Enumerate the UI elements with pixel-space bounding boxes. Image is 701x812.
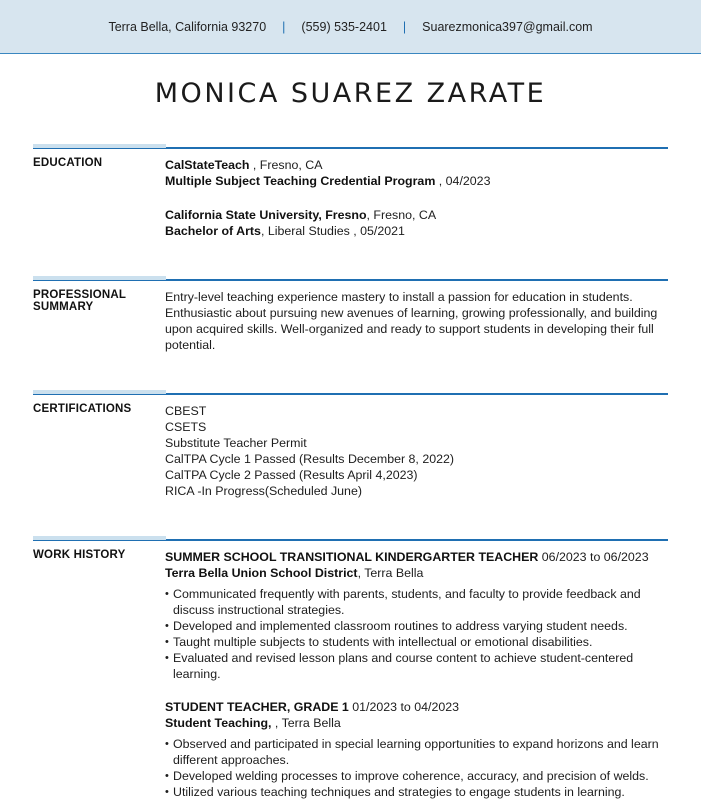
school-location: , Fresno, CA (249, 158, 323, 172)
section-accent-underline (33, 540, 166, 541)
contact-separator: | (282, 19, 286, 34)
job-bullets (165, 736, 668, 800)
job-place: , Terra Bella (271, 716, 341, 730)
certification-item: RICA -In Progress(Scheduled June) (165, 484, 362, 498)
section-title: CERTIFICATIONS (33, 403, 132, 415)
job-dates: 06/2023 to 06/2023 (538, 550, 649, 564)
job-role: SUMMER SCHOOL TRANSITIONAL KINDERGARTER TEACHER (165, 550, 539, 564)
work-history-body (165, 549, 668, 800)
section-rule (166, 279, 668, 281)
school-name: CalStateTeach (165, 158, 250, 172)
job-bullet: • Utilized various teaching techniques and strategies to engage students in learning. (165, 784, 668, 800)
job-role: STUDENT TEACHER, GRADE 1 (165, 700, 349, 714)
job-employer: Terra Bella Union School District (165, 566, 358, 580)
job-bullet: • Observed and participated in special learning opportunities to expand horizons and learn different approaches. (165, 736, 668, 768)
education-entry (165, 157, 668, 189)
contact-separator: | (402, 19, 407, 34)
contact-address: Terra Bella, California 93270 (108, 19, 267, 34)
section-title: EDUCATION (33, 157, 103, 169)
certifications-list (165, 403, 668, 499)
contact-bar (0, 0, 701, 54)
certification-item: Substitute Teacher Permit (165, 436, 307, 450)
job-bullet: • Evaluated and revised lesson plans and course content to achieve student-centered learning. (165, 650, 668, 682)
job-bullet: • Developed welding processes to improve coherence, accuracy, and precision of welds. (165, 768, 668, 784)
section-accent-underline (33, 280, 166, 281)
section-rule (166, 147, 668, 149)
degree-detail: , Liberal Studies , 05/2021 (260, 224, 405, 238)
contact-phone: (559) 535-2401 (301, 19, 387, 34)
section-accent-underline (33, 148, 166, 149)
job-employer: Student Teaching, (165, 716, 272, 730)
degree-detail: , 04/2023 (435, 174, 491, 188)
degree-name: Multiple Subject Teaching Credential Program (165, 174, 436, 188)
section-rule (166, 539, 668, 541)
education-entry (165, 207, 668, 239)
school-location: , Fresno, CA (366, 208, 437, 222)
section-rule (166, 393, 668, 395)
job-place: , Terra Bella (357, 566, 424, 580)
school-name: California State University, Fresno (165, 208, 367, 222)
certification-item: CalTPA Cycle 2 Passed (Results April 4,2023) (165, 468, 418, 482)
job-bullets (165, 586, 668, 682)
job-bullet: • Developed and implemented classroom routines to address varying student needs. (165, 618, 668, 634)
job-bullet: • Taught multiple subjects to students with intellectual or emotional disabilities. (165, 634, 668, 650)
section-accent-underline (33, 394, 166, 395)
certification-item: CalTPA Cycle 1 Passed (Results December 8, 2022) (165, 452, 455, 466)
certification-item: CSETS (165, 420, 207, 434)
certification-item: CBEST (165, 404, 207, 418)
job-dates: 01/2023 to 04/2023 (348, 700, 460, 714)
summary-text: Entry-level teaching experience mastery to install a passion for education in students. Enthusiastic about pursuing new avenues of learning, growing professionally, and building upon acquired skills. Well-organized and ready to support students in developing their full potential. (165, 290, 658, 352)
education-body (165, 157, 668, 239)
job-entry (165, 699, 668, 800)
degree-name: Bachelor of Arts (165, 224, 261, 238)
job-entry (165, 549, 668, 682)
job-bullet: • Communicated frequently with parents, students, and faculty to provide feedback and discuss instructional strategies. (165, 586, 668, 618)
section-title: PROFESSIONAL SUMMARY (33, 289, 126, 313)
candidate-name: MONICA SUAREZ ZARATE (154, 78, 547, 109)
contact-email[interactable]: Suarezmonica397@gmail.com (422, 19, 593, 34)
section-title: WORK HISTORY (33, 549, 126, 561)
